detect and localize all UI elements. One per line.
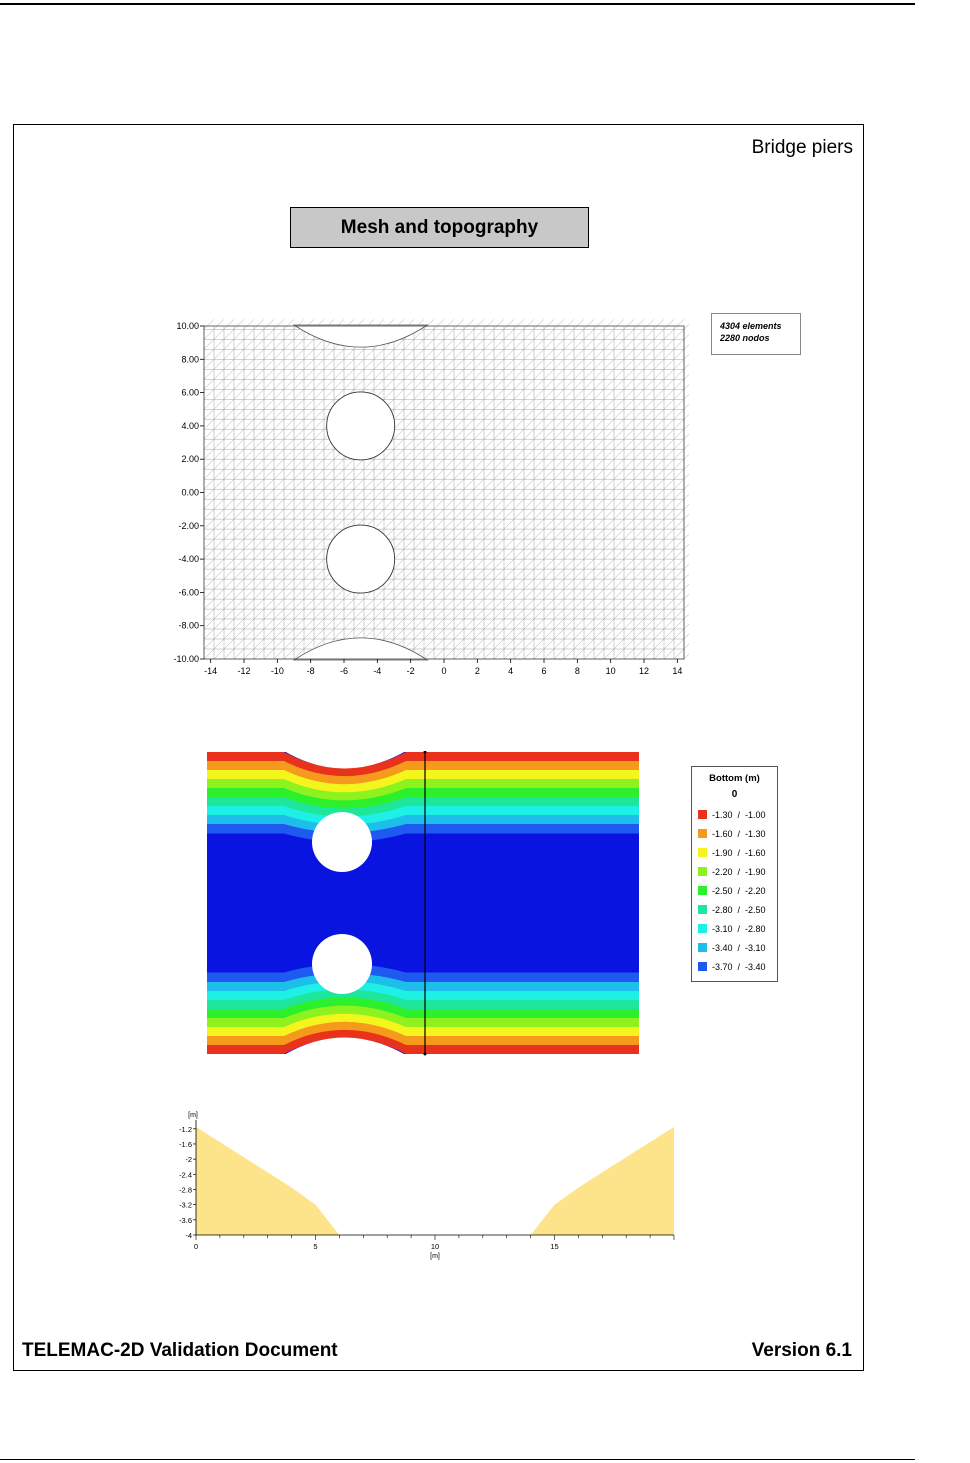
pier-upper xyxy=(327,392,395,460)
mesh-grid xyxy=(204,319,689,659)
legend-label: -3.40 / -3.10 xyxy=(712,942,766,953)
mesh-nodes-count: 2280 nodos xyxy=(720,333,770,343)
header-rule xyxy=(0,3,915,5)
mesh-x-tick-label: 0 xyxy=(441,666,447,676)
legend-item xyxy=(692,805,777,824)
mesh-x-tick-label: 14 xyxy=(672,666,683,676)
profile-y-tick-label: -2 xyxy=(185,1155,192,1165)
profile-x-tick-label: 0 xyxy=(193,1242,199,1251)
legend-swatch xyxy=(698,810,707,819)
mesh-x-tick-label: -8 xyxy=(306,666,315,676)
pier-lower xyxy=(327,525,395,593)
mesh-x-tick-label: -14 xyxy=(204,666,218,676)
footer-version: Version 6.1 xyxy=(751,1340,852,1361)
mesh-y-tick-label: -8.00 xyxy=(178,620,199,631)
mesh-x-tick-label: -6 xyxy=(339,666,349,676)
bathymetry-map xyxy=(206,751,641,1057)
legend-swatch xyxy=(698,905,707,914)
mesh-y-tick-label: 8.00 xyxy=(181,354,199,365)
profile-chart xyxy=(164,1105,684,1270)
mesh-info-box xyxy=(711,313,801,355)
mesh-x-tick-label: 6 xyxy=(541,666,547,676)
mesh-elements-count: 4304 elements xyxy=(720,321,782,331)
legend-item xyxy=(692,862,777,881)
legend-label: -1.30 / -1.00 xyxy=(712,809,766,820)
footer-document-title: TELEMAC-2D Validation Document xyxy=(22,1340,338,1361)
bathymetry-bands-bottom xyxy=(207,964,639,1054)
legend-swatch xyxy=(698,924,707,933)
bathymetry-legend xyxy=(691,766,778,982)
mesh-y-tick-label: 0.00 xyxy=(181,487,199,498)
profile-bank-left xyxy=(196,1127,339,1235)
legend-label: -2.50 / -2.20 xyxy=(712,885,766,896)
mesh-y-tick-label: -10.00 xyxy=(173,654,199,664)
bathymetry-pier-upper xyxy=(312,812,372,872)
profile-y-tick-label: -2.8 xyxy=(179,1185,192,1195)
mesh-y-tick-label: 6.00 xyxy=(181,387,199,398)
mesh-x-tick-label: 8 xyxy=(574,666,580,676)
legend-label: -3.70 / -3.40 xyxy=(712,961,766,972)
section-title: Mesh and topography xyxy=(340,216,539,238)
mesh-y-tick-label: 4.00 xyxy=(181,420,199,431)
legend-label: -1.90 / -1.60 xyxy=(712,847,766,858)
mesh-y-tick-label: -4.00 xyxy=(178,554,199,565)
legend-label: -2.20 / -1.90 xyxy=(712,866,766,877)
profile-x-tick-label: 15 xyxy=(550,1242,559,1251)
legend-title: Bottom (m) xyxy=(709,773,760,784)
mesh-x-tick-label: 10 xyxy=(605,666,616,676)
legend-item xyxy=(692,843,777,862)
profile-y-tick-label: -2.4 xyxy=(179,1170,192,1180)
profile-x-tick-label: 10 xyxy=(430,1242,440,1251)
bathymetry-bands-top xyxy=(207,752,639,842)
legend-swatch xyxy=(698,886,707,895)
mesh-x-tick-label: -4 xyxy=(373,666,382,676)
mesh-x-tick-label: -10 xyxy=(270,666,284,676)
profile-y-axis-label: [m] xyxy=(188,1112,198,1119)
figure-frame xyxy=(13,124,864,1371)
profile-y-tick-label: -4 xyxy=(185,1231,192,1240)
profile-bank-right xyxy=(531,1127,674,1235)
bathymetry-pier-lower xyxy=(312,934,372,994)
legend-zero: 0 xyxy=(731,789,738,800)
mesh-x-tick-label: 2 xyxy=(474,666,480,676)
profile-y-tick-label: -1.6 xyxy=(179,1139,192,1149)
mesh-x-tick-label: 4 xyxy=(508,666,514,676)
legend-swatch xyxy=(698,943,707,952)
legend-label: -2.80 / -2.50 xyxy=(712,904,766,915)
mesh-x-tick-label: 12 xyxy=(638,666,650,676)
legend-item xyxy=(692,824,777,843)
mesh-x-tick-label: -12 xyxy=(237,666,251,676)
profile-x-tick-label: 5 xyxy=(313,1242,318,1251)
case-title: Bridge piers xyxy=(751,137,853,158)
legend-item xyxy=(692,881,777,900)
profile-y-tick-label: -1.2 xyxy=(179,1124,192,1134)
profile-y-tick-label: -3.2 xyxy=(179,1200,192,1210)
mesh-y-tick-label: -2.00 xyxy=(178,520,199,531)
profile-x-axis-label: [m] xyxy=(430,1253,440,1260)
legend-swatch xyxy=(698,829,707,838)
profile-y-tick-label: -3.6 xyxy=(179,1215,192,1225)
legend-item xyxy=(692,957,777,976)
legend-item xyxy=(692,900,777,919)
footer-rule xyxy=(0,1459,915,1460)
legend-label: -1.60 / -1.30 xyxy=(712,828,766,839)
section-title-box xyxy=(290,207,589,248)
legend-item xyxy=(692,938,777,957)
mesh-x-tick-label: -2 xyxy=(406,666,415,676)
mesh-y-tick-label: 10.00 xyxy=(176,321,199,331)
legend-swatch xyxy=(698,848,707,857)
legend-label: -3.10 / -2.80 xyxy=(712,923,766,934)
legend-item xyxy=(692,919,777,938)
legend-swatch xyxy=(698,867,707,876)
mesh-y-tick-label: -6.00 xyxy=(178,587,199,598)
mesh-plot xyxy=(159,318,689,683)
legend-swatch xyxy=(698,962,707,971)
mesh-y-tick-label: 2.00 xyxy=(181,454,199,465)
